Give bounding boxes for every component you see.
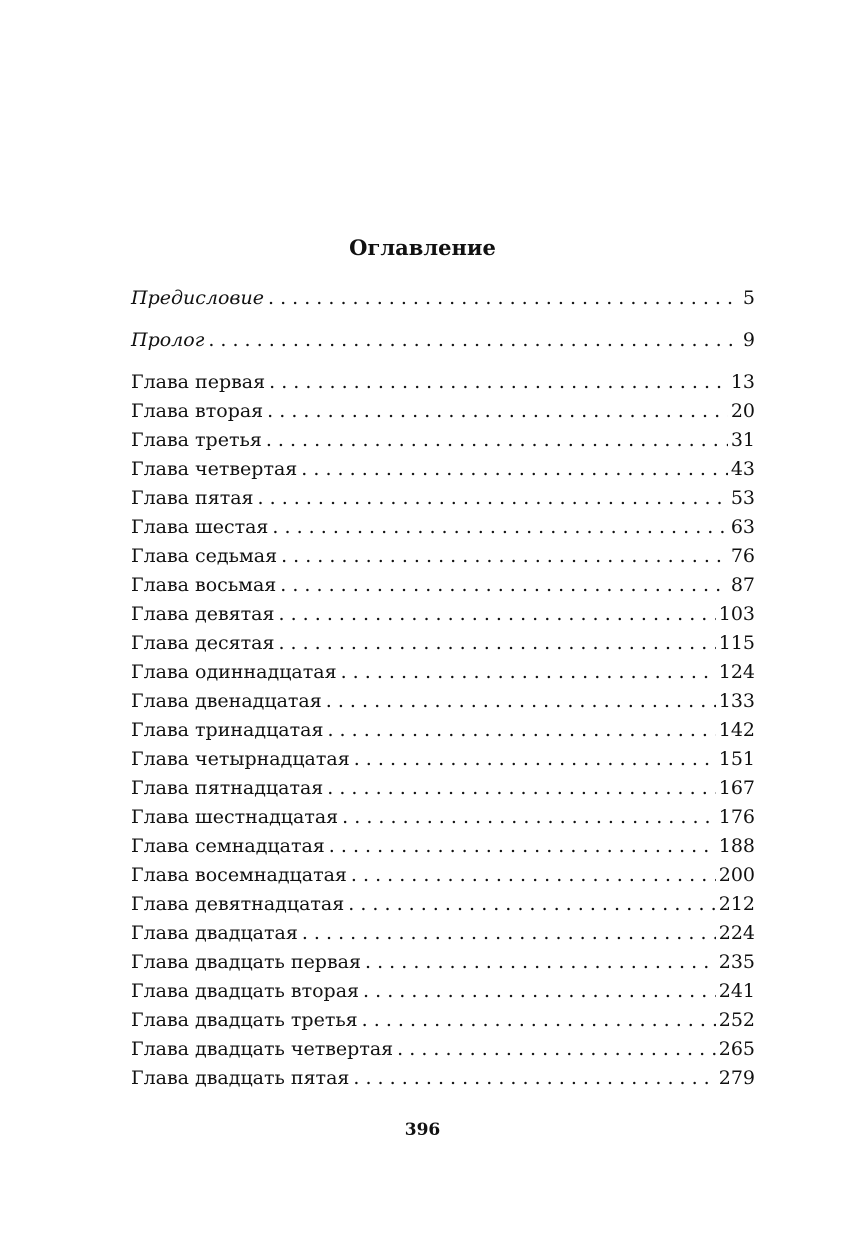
toc-entry-title: Глава семнадцатая bbox=[131, 835, 325, 857]
toc-entry-page: 5 bbox=[742, 287, 755, 309]
toc-entry-page: 200 bbox=[718, 864, 755, 886]
toc-entry bbox=[131, 774, 755, 803]
toc-entry bbox=[131, 687, 755, 716]
toc-entry bbox=[131, 861, 755, 890]
page-title: Оглавление bbox=[349, 235, 496, 260]
toc-entry-page: 9 bbox=[742, 329, 755, 351]
dot-leader bbox=[278, 629, 715, 658]
toc-entry bbox=[131, 571, 755, 600]
toc-entry-title: Пролог bbox=[131, 329, 205, 351]
toc-entry bbox=[131, 397, 755, 426]
dot-leader bbox=[329, 832, 716, 861]
dot-leader bbox=[327, 716, 715, 745]
toc-entry-page: 43 bbox=[730, 458, 755, 480]
dot-leader bbox=[341, 658, 716, 687]
toc-entry-title: Глава восемнадцатая bbox=[131, 864, 347, 886]
toc-entry-page: 13 bbox=[730, 371, 755, 393]
toc-entry-page: 252 bbox=[718, 1009, 755, 1031]
toc-entry-title: Глава шестнадцатая bbox=[131, 806, 339, 828]
page-number: 396 bbox=[404, 1120, 441, 1140]
toc-entry-title: Глава двенадцатая bbox=[131, 690, 322, 712]
toc-entry-page: 235 bbox=[718, 951, 755, 973]
toc-entry bbox=[131, 948, 755, 977]
toc-entry bbox=[131, 426, 755, 455]
front-matter-list bbox=[131, 284, 755, 368]
dot-leader bbox=[258, 484, 728, 513]
dot-leader bbox=[326, 687, 716, 716]
toc-entry bbox=[131, 629, 755, 658]
toc-entry-title: Глава десятая bbox=[131, 632, 275, 654]
toc-entry bbox=[131, 1035, 755, 1064]
toc-entry-page: 265 bbox=[718, 1038, 755, 1060]
dot-leader bbox=[351, 861, 716, 890]
toc-entry bbox=[131, 890, 755, 919]
toc-entry bbox=[131, 326, 755, 368]
toc-entry bbox=[131, 716, 755, 745]
dot-leader bbox=[354, 745, 716, 774]
dot-leader bbox=[353, 1064, 715, 1093]
toc-entry-title: Глава девятнадцатая bbox=[131, 893, 345, 915]
toc-entry-page: 151 bbox=[718, 748, 755, 770]
toc-entry-page: 115 bbox=[718, 632, 755, 654]
dot-leader bbox=[208, 326, 740, 355]
toc-entry-title: Глава двадцать третья bbox=[131, 1009, 358, 1031]
toc-entry-page: 188 bbox=[718, 835, 755, 857]
dot-leader bbox=[302, 919, 716, 948]
dot-leader bbox=[362, 1006, 716, 1035]
toc-entry-page: 224 bbox=[718, 922, 755, 944]
toc-entry bbox=[131, 977, 755, 1006]
dot-leader bbox=[397, 1035, 716, 1064]
dot-leader bbox=[267, 397, 728, 426]
toc-entry-title: Глава двадцать пятая bbox=[131, 1067, 350, 1089]
toc-entry-page: 133 bbox=[718, 690, 755, 712]
toc-entry-title: Предисловие bbox=[131, 287, 264, 309]
chapter-list bbox=[131, 368, 755, 1093]
toc-entry-title: Глава четырнадцатая bbox=[131, 748, 350, 770]
toc-entry bbox=[131, 542, 755, 571]
toc-entry-title: Глава восьмая bbox=[131, 574, 277, 596]
toc-entry-title: Глава девятая bbox=[131, 603, 275, 625]
toc-entry bbox=[131, 803, 755, 832]
toc-entry-page: 63 bbox=[730, 516, 755, 538]
toc-entry bbox=[131, 513, 755, 542]
toc-entry-page: 212 bbox=[718, 893, 755, 915]
toc-entry bbox=[131, 484, 755, 513]
toc-entry bbox=[131, 368, 755, 397]
toc-entry bbox=[131, 832, 755, 861]
toc-entry-title: Глава пятая bbox=[131, 487, 254, 509]
dot-leader bbox=[365, 948, 716, 977]
toc-entry bbox=[131, 745, 755, 774]
dot-leader bbox=[327, 774, 715, 803]
toc-entry-title: Глава тринадцатая bbox=[131, 719, 324, 741]
toc-entry-page: 53 bbox=[730, 487, 755, 509]
toc-entry-title: Глава первая bbox=[131, 371, 266, 393]
dot-leader bbox=[269, 368, 728, 397]
toc-entry bbox=[131, 284, 755, 326]
dot-leader bbox=[279, 600, 716, 629]
toc-entry-title: Глава шестая bbox=[131, 516, 269, 538]
toc-entry-page: 76 bbox=[730, 545, 755, 567]
dot-leader bbox=[280, 571, 728, 600]
toc-entry-page: 279 bbox=[718, 1067, 755, 1089]
toc-entry-page: 20 bbox=[730, 400, 755, 422]
toc-entry-page: 176 bbox=[718, 806, 755, 828]
toc-entry-title: Глава четвертая bbox=[131, 458, 298, 480]
dot-leader bbox=[342, 803, 716, 832]
toc-entry-title: Глава двадцать первая bbox=[131, 951, 361, 973]
toc-entry-title: Глава седьмая bbox=[131, 545, 278, 567]
toc-entry-title: Глава двадцатая bbox=[131, 922, 298, 944]
toc-entry-title: Глава двадцать четвертая bbox=[131, 1038, 394, 1060]
toc-entry-page: 124 bbox=[718, 661, 755, 683]
toc-entry-page: 142 bbox=[718, 719, 755, 741]
dot-leader bbox=[272, 513, 727, 542]
toc-entry bbox=[131, 1006, 755, 1035]
dot-leader bbox=[266, 426, 728, 455]
toc-entry-page: 31 bbox=[730, 429, 755, 451]
toc-entry-page: 167 bbox=[718, 777, 755, 799]
dot-leader bbox=[363, 977, 716, 1006]
toc-entry-title: Глава двадцать вторая bbox=[131, 980, 360, 1002]
toc-entry-title: Глава пятнадцатая bbox=[131, 777, 324, 799]
dot-leader bbox=[268, 284, 740, 313]
toc-entry bbox=[131, 600, 755, 629]
toc-entry bbox=[131, 455, 755, 484]
toc-entry-title: Глава вторая bbox=[131, 400, 264, 422]
toc-entry-title: Глава третья bbox=[131, 429, 262, 451]
toc-entry bbox=[131, 1064, 755, 1093]
dot-leader bbox=[348, 890, 715, 919]
dot-leader bbox=[301, 455, 728, 484]
table-of-contents bbox=[131, 284, 755, 1093]
toc-entry-title: Глава одиннадцатая bbox=[131, 661, 337, 683]
toc-entry bbox=[131, 658, 755, 687]
toc-entry-page: 103 bbox=[718, 603, 755, 625]
dot-leader bbox=[281, 542, 728, 571]
toc-entry bbox=[131, 919, 755, 948]
toc-entry-page: 87 bbox=[730, 574, 755, 596]
toc-entry-page: 241 bbox=[718, 980, 755, 1002]
